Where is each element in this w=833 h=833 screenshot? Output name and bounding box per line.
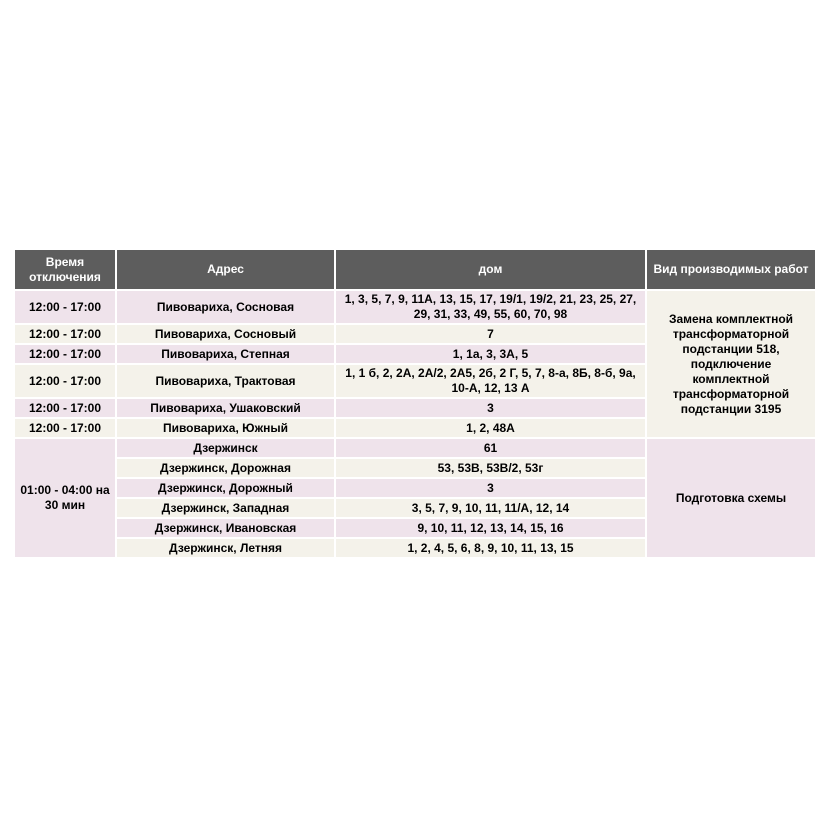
house-cell: 1, 3, 5, 7, 9, 11А, 13, 15, 17, 19/1, 19/2, 21, 23, 25, 27, 29, 31, 33, 49, 55, 60, 70, 98 — [335, 290, 646, 324]
address-cell: Пивовариха, Сосновая — [116, 290, 335, 324]
header-time: Время отключения — [15, 250, 116, 290]
address-cell: Дзержинск, Дорожная — [116, 458, 335, 478]
address-cell: Дзержинск, Летняя — [116, 538, 335, 558]
house-cell: 3, 5, 7, 9, 10, 11, 11/А, 12, 14 — [335, 498, 646, 518]
house-cell: 61 — [335, 438, 646, 458]
header-address: Адрес — [116, 250, 335, 290]
house-cell: 9, 10, 11, 12, 13, 14, 15, 16 — [335, 518, 646, 538]
house-cell: 53, 53В, 53В/2, 53г — [335, 458, 646, 478]
header-house: дом — [335, 250, 646, 290]
time-cell: 12:00 - 17:00 — [15, 364, 116, 398]
house-cell: 1, 1а, 3, 3А, 5 — [335, 344, 646, 364]
work-cell: Замена комплектной трансформаторной подстанции 518, подключение комплектной трансформаторной подстанции 3195 — [646, 290, 815, 438]
header-row — [15, 250, 815, 290]
time-cell: 12:00 - 17:00 — [15, 418, 116, 438]
address-cell: Пивовариха, Ушаковский — [116, 398, 335, 418]
house-cell: 3 — [335, 398, 646, 418]
house-cell: 3 — [335, 478, 646, 498]
address-cell: Дзержинск, Западная — [116, 498, 335, 518]
house-cell: 1, 1 б, 2, 2А, 2А/2, 2А5, 2б, 2 Г, 5, 7, 8-а, 8Б, 8-б, 9а, 10-А, 12, 13 А — [335, 364, 646, 398]
header-work: Вид производимых работ — [646, 250, 815, 290]
time-cell: 12:00 - 17:00 — [15, 324, 116, 344]
time-cell: 12:00 - 17:00 — [15, 344, 116, 364]
address-cell: Пивовариха, Сосновый — [116, 324, 335, 344]
address-cell: Дзержинск, Ивановская — [116, 518, 335, 538]
address-cell: Пивовариха, Южный — [116, 418, 335, 438]
address-cell: Пивовариха, Степная — [116, 344, 335, 364]
time-cell: 12:00 - 17:00 — [15, 290, 116, 324]
work-cell: Подготовка схемы — [646, 438, 815, 558]
table-row — [15, 438, 815, 458]
house-cell: 7 — [335, 324, 646, 344]
outage-schedule-table — [15, 250, 815, 559]
table-row — [15, 290, 815, 324]
house-cell: 1, 2, 4, 5, 6, 8, 9, 10, 11, 13, 15 — [335, 538, 646, 558]
time-cell: 12:00 - 17:00 — [15, 398, 116, 418]
address-cell: Дзержинск, Дорожный — [116, 478, 335, 498]
time-cell: 01:00 - 04:00 на 30 мин — [15, 438, 116, 558]
address-cell: Дзержинск — [116, 438, 335, 458]
house-cell: 1, 2, 48А — [335, 418, 646, 438]
address-cell: Пивовариха, Трактовая — [116, 364, 335, 398]
